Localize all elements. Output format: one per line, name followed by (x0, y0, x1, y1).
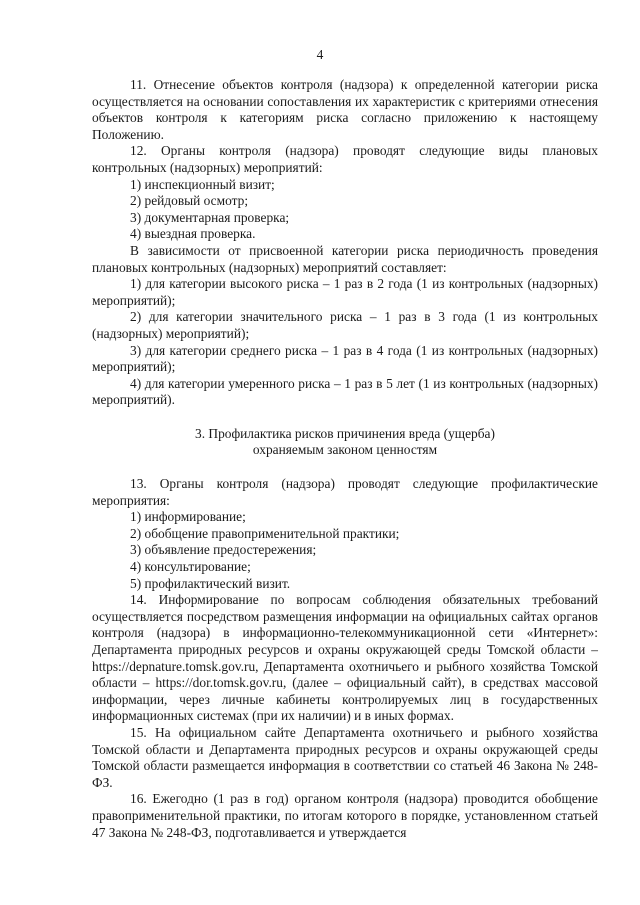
paragraph-12: 12. Органы контроля (надзора) проводят следующие виды плановых контрольных (надзорных) мероприятий: (92, 143, 598, 175)
list-item: 3) для категории среднего риска – 1 раз в 4 года (1 из контрольных (надзорных) мероприятий); (92, 342, 598, 375)
section-heading-line-1: 3. Профилактика рисков причинения вреда (ущерба) (195, 425, 495, 441)
section-heading-line-2: охраняемым законом ценностям (252, 442, 438, 458)
list-item: 4) консультирование; (130, 559, 251, 575)
section-heading (92, 426, 598, 459)
paragraph-16: 16. Ежегодно (1 раз в год) органом контроля (надзора) проводится обобщение правоприменительной практики, по итогам которого в порядке, установленном статьей 47 Закона № 248-ФЗ, подготавливается и утверждается (92, 791, 598, 840)
list-item: 2) для категории значительного риска – 1 раз в 3 года (1 из контрольных (надзорных) мероприятий); (92, 309, 598, 341)
paragraph-13: 13. Органы контроля (надзора) проводят следующие профилактические мероприятия: (92, 476, 598, 508)
paragraph-periodicity: В зависимости от присвоенной категории риска периодичность проведения плановых контрольных (надзорных) мероприятий составляет: (92, 242, 598, 275)
list-item: 4) для категории умеренного риска – 1 раз в 5 лет (1 из контрольных (надзорных) мероприятий). (92, 375, 598, 408)
paragraph-11: 11. Отнесение объектов контроля (надзора) к определенной категории риска осуществляется на основании сопоставления их характеристик с критериями отнесения объектов контроля к категориям риска согласно приложению к настоящему Положению. (92, 77, 598, 142)
page-number: 4 (316, 47, 324, 62)
document-body (92, 77, 598, 841)
paragraph-14: 14. Информирование по вопросам соблюдения обязательных требований осуществляется посредством размещения информации на официальных сайтах органов контроля (надзора) в информационно-телекоммуникационной сети «Интернет»: Департамента природных ресурсов и охраны окружающей среды Томской области – https://depnature.tomsk.gov.ru, Департамента охотничьего и рыбного хозяйства Томской области – https://dor.tomsk.gov.ru, (далее – официальный сайт), в средствах массовой информации, через личные кабинеты контролируемых лиц в государственных информационных системах (при их наличии) и в иных формах. (92, 592, 598, 724)
list-item: 2) обобщение правоприменительной практики; (130, 525, 400, 541)
paragraph-15: 15. На официальном сайте Департамента охотничьего и рыбного хозяйства Томской области и Департамента природных ресурсов и охраны окружающей среды Томской области размещается информация в соответствии со статьей 46 Закона № 248-ФЗ. (92, 724, 598, 790)
list-item: 4) выездная проверка. (130, 226, 256, 242)
list-item: 3) объявление предостережения; (130, 542, 317, 558)
list-item: 1) для категории высокого риска – 1 раз в 2 года (1 из контрольных (надзорных) мероприятий); (92, 276, 598, 308)
list-item: 5) профилактический визит. (130, 575, 291, 591)
list-item: 1) информирование; (130, 509, 246, 525)
list-item: 3) документарная проверка; (130, 209, 290, 225)
list-item: 1) инспекционный визит; (130, 176, 275, 192)
list-item: 2) рейдовый осмотр; (130, 193, 249, 209)
